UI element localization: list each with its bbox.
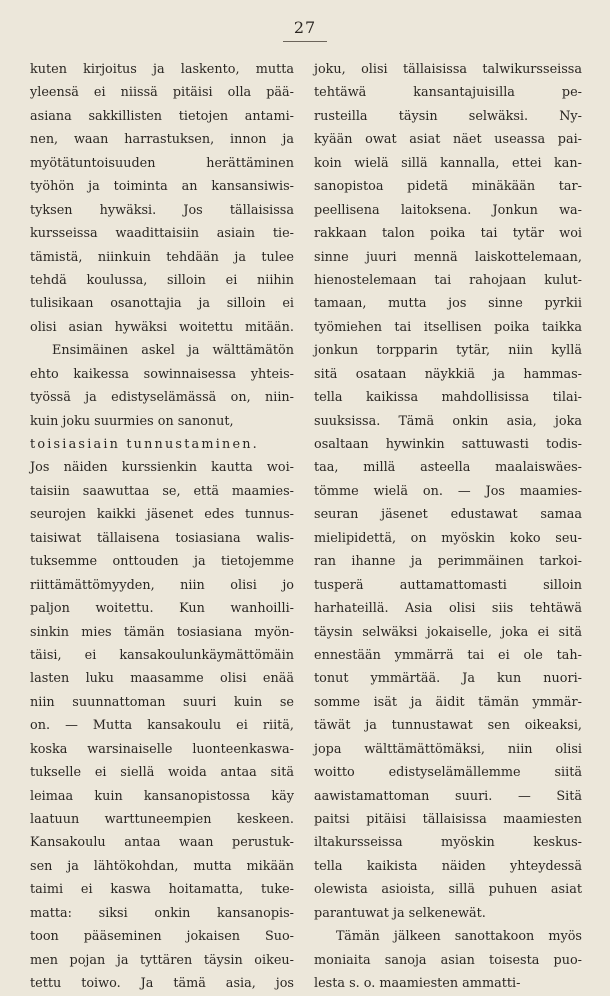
text-line: tömme wielä on. — Jos maamies- <box>314 483 582 499</box>
text-line: Ensimäinen askel ja wälttämätön <box>52 343 294 359</box>
text-line: sinne juuri mennä laiskottelemaan, <box>314 249 582 265</box>
text-line: lesta s. o. maamiesten ammatti- <box>314 976 521 992</box>
text-line: somme isät ja äidit tämän ymmär- <box>314 694 582 710</box>
text-line: rakkaan talon poika tai tytär woi <box>314 226 582 242</box>
text-line: joku, olisi tällaisissa talwikursseissa <box>314 62 582 77</box>
text-line: työhön ja toiminta an kansansiwis- <box>30 179 294 195</box>
text-line: mielipidettä, on myöskin koko seu- <box>314 530 582 546</box>
text-line: suuksissa. Tämä onkin asia, joka <box>314 413 582 429</box>
text-line: työmiehen tai itsellisen poika taikka <box>314 319 582 335</box>
header-rule <box>283 41 327 42</box>
text-line: tukselle ei siellä woida antaa sitä <box>30 765 294 781</box>
text-line: tämistä, niinkuin tehdään ja tulee <box>30 249 294 265</box>
text-line: parantuwat ja selkenewät. <box>314 905 486 921</box>
text-line: tettu toiwo. Ja tämä asia, jos <box>30 976 294 992</box>
text-line: Kansakoulu antaa waan perustuk- <box>30 835 294 851</box>
text-line: osaltaan hywinkin sattuwasti todis- <box>314 437 582 452</box>
text-line: men pojan ja tyttären täysin oikeu- <box>30 952 294 968</box>
text-line: tamaan, mutta jos sinne pyrkii <box>314 296 582 312</box>
text-line: ehto kaikessa sowinnaisessa yhteis- <box>30 366 294 382</box>
text-line: jonkun torpparin tytär, niin kyllä <box>314 343 582 359</box>
text-line: woitto edistyselämällemme siitä <box>314 765 582 781</box>
text-line: koska warsinaiselle luonteenkaswa- <box>30 741 294 757</box>
text-line: aawistamattoman suuri. — Sitä <box>314 788 582 804</box>
text-line: myötätuntoisuuden herättäminen <box>30 155 294 171</box>
text-line: taimi ei kaswa hoitamatta, tuke- <box>30 882 294 898</box>
text-line: peellisena laitoksena. Jonkun wa- <box>314 202 582 218</box>
text-line: kursseissa waadittaisiin asiain tie- <box>30 226 294 242</box>
text-line: laatuun warttuneempien keskeen. <box>30 812 294 827</box>
text-line: ennestään ymmärrä tai ei ole tah- <box>314 647 582 663</box>
text-line: kuten kirjoitus ja laskento, mutta <box>30 62 294 77</box>
text-line: seuran jäsenet edustawat samaa <box>314 507 582 523</box>
text-line: tyksen hywäksi. Jos tällaisissa <box>30 202 294 218</box>
text-line: moniaita sanoja asian toisesta puo- <box>314 952 582 968</box>
text-line: seurojen kaikki jäsenet edes tunnus- <box>30 507 294 523</box>
text-line: tuksemme onttouden ja tietojemme <box>30 554 294 570</box>
text-line: paitsi pitäisi tällaisissa maamiesten <box>314 812 582 827</box>
text-line: sinkin mies tämän tosiasiana myön- <box>30 624 294 640</box>
text-line: tehtäwä kansantajuisilla pe- <box>314 85 582 101</box>
text-line: tusperä auttamattomasti silloin <box>314 577 582 593</box>
text-line: kuin joku suurmies on sanonut, <box>30 413 234 429</box>
text-line: niin suunnattoman suuri kuin se <box>30 694 294 710</box>
text-line: sitä osataan näykkiä ja hammas- <box>314 366 582 382</box>
text-line: sanopistoa pidetä minäkään tar- <box>314 179 582 195</box>
page-number: 27 <box>293 18 317 37</box>
text-line: hienostelemaan tai rahojaan kulut- <box>314 272 582 288</box>
text-line: harhateillä. Asia olisi siis tehtäwä <box>314 601 582 617</box>
text-line: lasten luku maasamme olisi enää <box>30 671 294 687</box>
text-line: tonut ymmärtää. Ja kun nuori- <box>314 671 582 687</box>
text-line: tella kaikissa mahdollisissa tilai- <box>314 390 582 406</box>
text-line: tulisikaan osanottajia ja silloin ei <box>30 296 294 312</box>
text-line: yleensä ei niissä pitäisi olla pää- <box>30 85 294 101</box>
text-line: toon pääseminen jokaisen Suo- <box>30 929 294 945</box>
text-line: Tämän jälkeen sanottakoon myös <box>336 929 582 945</box>
text-line: leimaa kuin kansanopistossa käy <box>30 788 294 804</box>
text-line: on. — Mutta kansakoulu ei riitä, <box>30 718 294 734</box>
text-line: ran ihanne ja perimmäinen tarkoi- <box>314 554 582 570</box>
text-line: riittämättömyyden, niin olisi jo <box>30 577 294 593</box>
text-line: koin wielä sillä kannalla, ettei kan- <box>314 155 582 171</box>
text-line: kyään owat asiat näet useassa pai- <box>314 132 582 148</box>
text-line: toisiasiain tunnustaminen. <box>30 437 259 452</box>
text-line: nen, waan harrastuksen, innon ja <box>30 132 294 148</box>
text-line: täwät ja tunnustawat sen oikeaksi, <box>314 718 582 734</box>
text-line: taa, millä asteella maalaiswäes- <box>314 460 582 476</box>
text-line: matta: siksi onkin kansanopis- <box>30 905 294 921</box>
text-line: olisi asian hywäksi woitettu mitään. <box>30 319 294 335</box>
text-line: tehdä koulussa, silloin ei niihin <box>30 272 294 288</box>
text-line: asiana sakkillisten tietojen antami- <box>30 108 294 124</box>
text-line: työssä ja edistyselämässä on, niin- <box>30 390 294 406</box>
text-line: täysin selwäksi jokaiselle, joka ei sitä <box>314 624 582 640</box>
left-column <box>30 58 294 992</box>
text-line: paljon woitettu. Kun wanhoilli- <box>30 601 294 617</box>
text-line: taisiin saawuttaa se, että maamies- <box>30 483 294 499</box>
text-line: Jos näiden kurssienkin kautta woi- <box>30 460 294 476</box>
text-line: sen ja lähtökohdan, mutta mikään <box>30 858 294 874</box>
text-line: tella kaikista näiden yhteydessä <box>314 858 582 874</box>
text-line: rusteilla täysin selwäksi. Ny- <box>314 108 582 124</box>
text-line: iltakursseissa myöskin keskus- <box>314 835 582 851</box>
text-line: täisi, ei kansakoulunkäymättömäin <box>30 647 294 663</box>
right-column <box>314 58 582 992</box>
text-line: jopa wälttämättömäksi, niin olisi <box>314 741 582 757</box>
text-line: taisiwat tällaisena tosiasiana walis- <box>30 530 294 546</box>
text-line: olewista asioista, sillä puhuen asiat <box>314 882 582 898</box>
